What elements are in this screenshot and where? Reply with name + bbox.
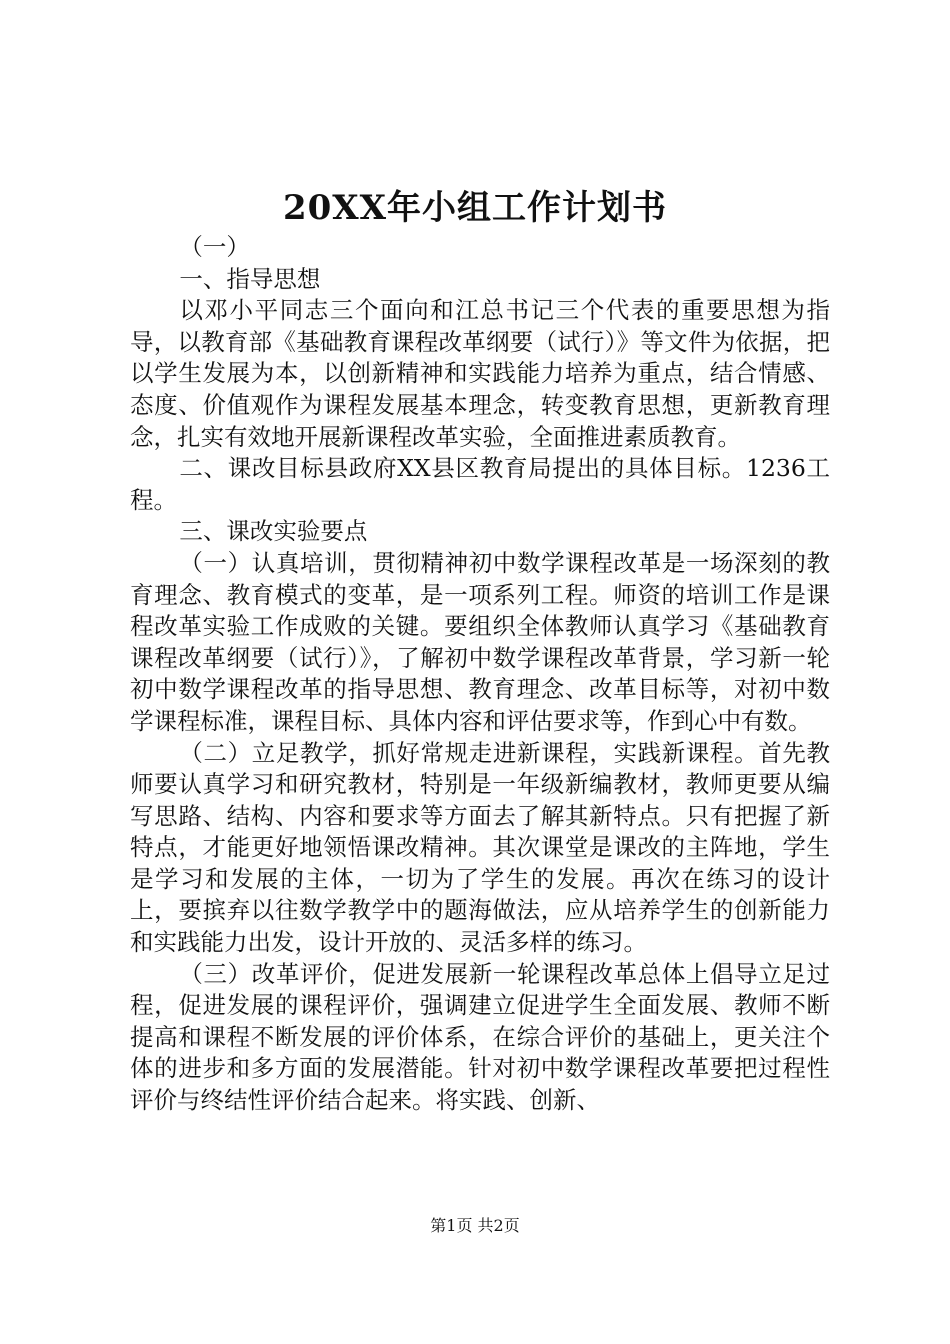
paragraph-evaluation: （三）改革评价，促进发展新一轮课程改革总体上倡导立足过程，促进发展的课程评价，强调建立促进学生全面发展、教师不断提高和课程不断发展的评价体系，在综合评价的基础上，更关注个体的进步和多方面的发展潜能。针对初中数学课程改革要把过程性评价与终结性评价结合起来。将实践、创新、 [130, 959, 830, 1115]
paragraph-reform-goal: 二、课改目标县政府XX县区教育局提出的具体目标。1236工程。 [130, 454, 830, 514]
paragraph-training: （一）认真培训，贯彻精神初中数学课程改革是一场深刻的教育理念、教育模式的变革，是一项系列工程。师资的培训工作是课程改革实验工作成败的关键。要组织全体教师认真学习《基础教育课程改革纲要（试行）》，了解初中数学课程改革背景，学习新一轮初中数学课程改革的指导思想、教育理念、改革目标等，对初中数学课程标准，课程目标、具体内容和评估要求等，作到心中有数。 [130, 548, 830, 735]
paragraph-teaching: （二）立足教学，抓好常规走进新课程，实践新课程。首先教师要认真学习和研究教材，特别是一年级新编教材，教师更要从编写思路、结构、内容和要求等方面去了解其新特点。只有把握了新特点，才能更好地领悟课改精神。其次课堂是课改的主阵地，学生是学习和发展的主体，一切为了学生的发展。再次在练习的设计上，要摈弃以往数学教学中的题海做法，应从培养学生的创新能力和实践能力出发，设计开放的、灵活多样的练习。 [130, 738, 830, 957]
heading-experiment-points: 三、课改实验要点 [179, 517, 368, 546]
paragraph-guiding-ideology: 以邓小平同志三个面向和江总书记三个代表的重要思想为指导，以教育部《基础教育课程改革纲要（试行）》等文件为依据，把以学生发展为本，以创新精神和实践能力培养为重点，结合情感、态度、价值观作为课程发展基本理念，转变教育思想，更新教育理念，扎实有效地开展新课程改革实验，全面推进素质教育。 [130, 296, 830, 451]
document-body [130, 232, 830, 1117]
document-title: 20XX年小组工作计划书 [282, 188, 668, 228]
heading-guiding-ideology: 一、指导思想 [179, 264, 321, 293]
section-marker: （一） [179, 233, 250, 261]
page-number: 第1页 共2页 [430, 1216, 520, 1235]
